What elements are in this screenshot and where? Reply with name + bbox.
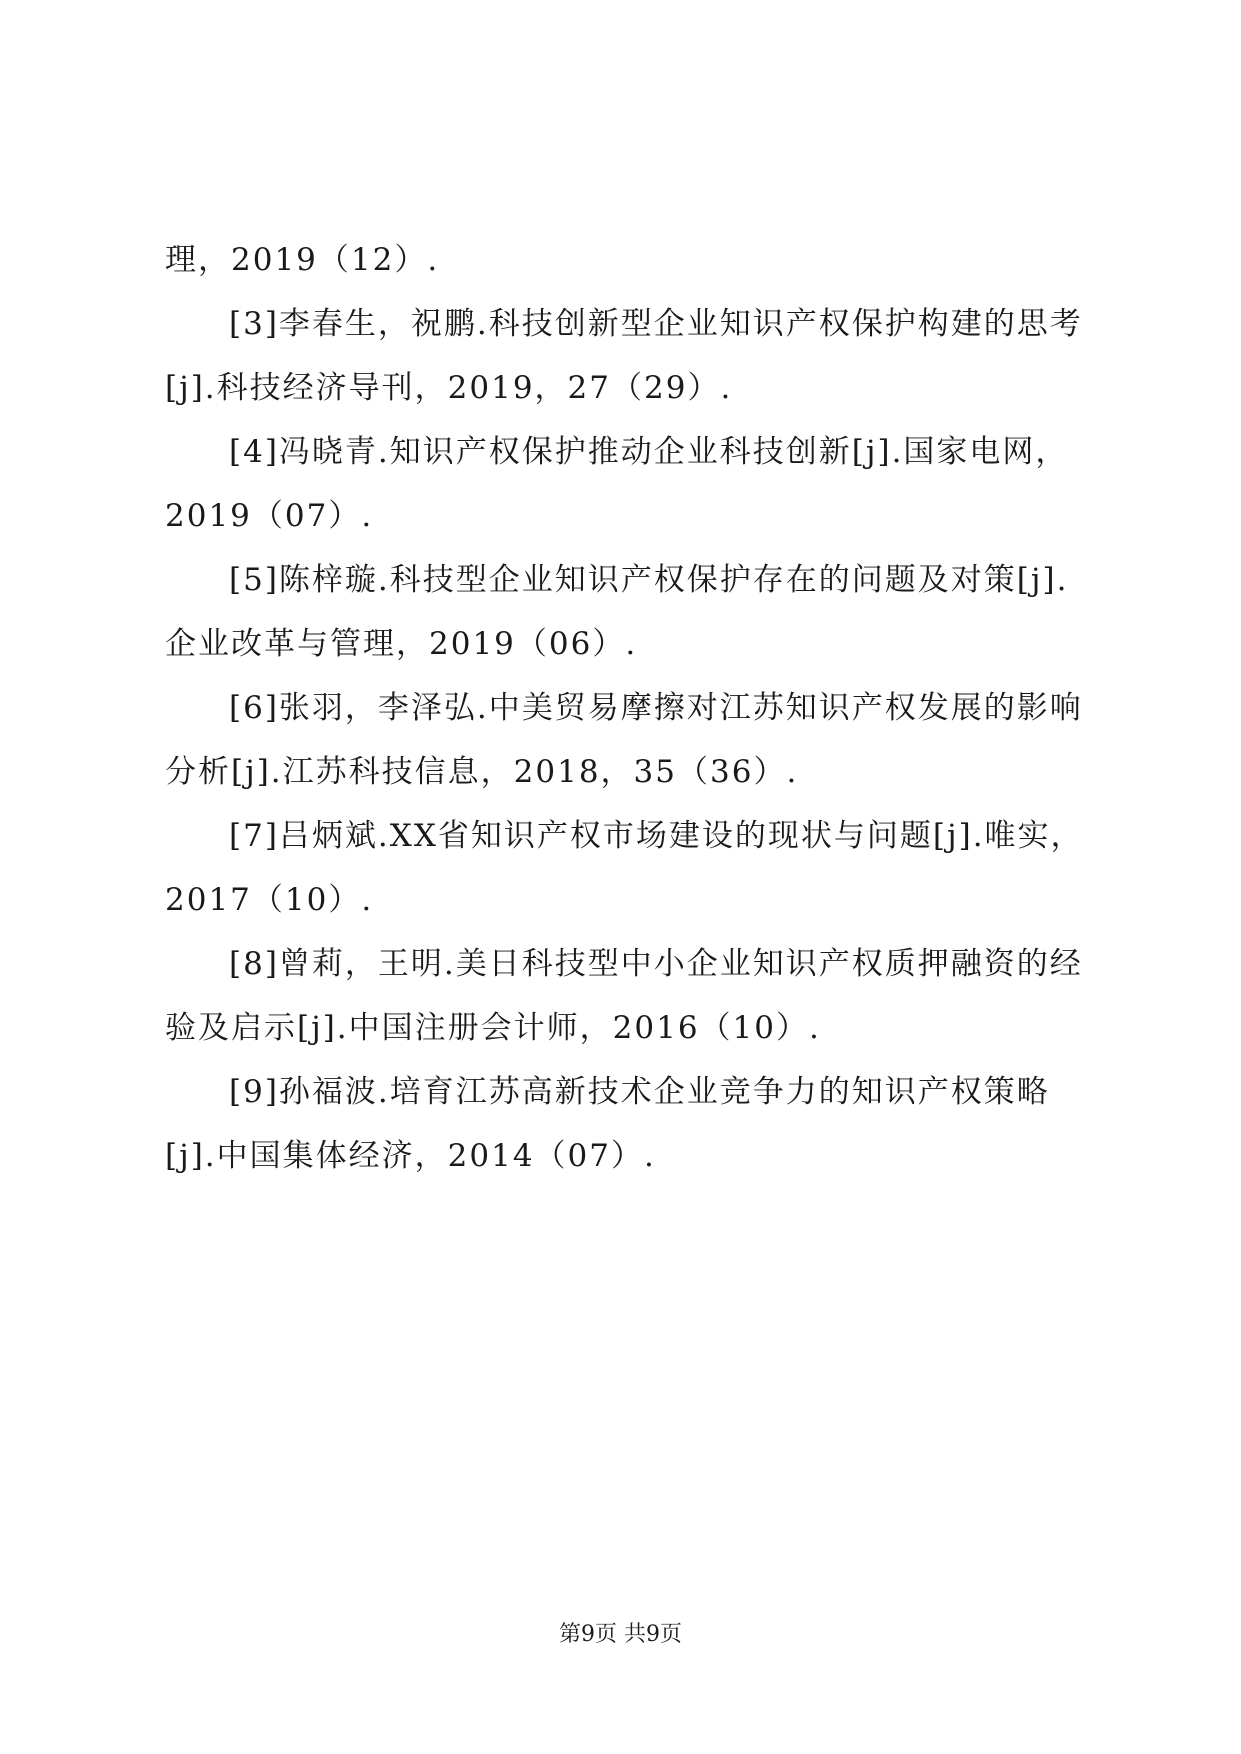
reference-list [165,228,1085,1188]
reference-line: [9]孙福波.培育江苏高新技术企业竞争力的知识产权策略 [229,1074,1050,1110]
reference-line: 验及启示[j].中国注册会计师，2016（10）. [165,1010,821,1046]
reference-line: 理，2019（12）. [165,242,440,278]
reference-line: [j].中国集体经济，2014（07）. [165,1138,656,1174]
reference-line: [6]张羽，李泽弘.中美贸易摩擦对江苏知识产权发展的影响 [229,690,1083,726]
reference-line: 2017（10）. [165,882,374,918]
reference-line: 2019（07）. [165,498,374,534]
reference-line: [j].科技经济导刊，2019，27（29）. [165,370,733,406]
reference-line: [8]曾莉，王明.美日科技型中小企业知识产权质押融资的经 [229,946,1083,982]
reference-line: 企业改革与管理，2019（06）. [165,626,638,662]
reference-line: [7]吕炳斌.XX省知识产权市场建设的现状与问题[j].唯实， [229,818,1084,854]
reference-line: [4]冯晓青.知识产权保护推动企业科技创新[j].国家电网， [229,434,1069,470]
page-number-footer: 第9页 共9页 [559,1622,682,1647]
reference-line: [5]陈梓璇.科技型企业知识产权保护存在的问题及对策[j]. [229,562,1069,598]
reference-line: 分析[j].江苏科技信息，2018，35（36）. [165,754,799,790]
reference-line: [3]李春生，祝鹏.科技创新型企业知识产权保护构建的思考 [229,306,1083,342]
